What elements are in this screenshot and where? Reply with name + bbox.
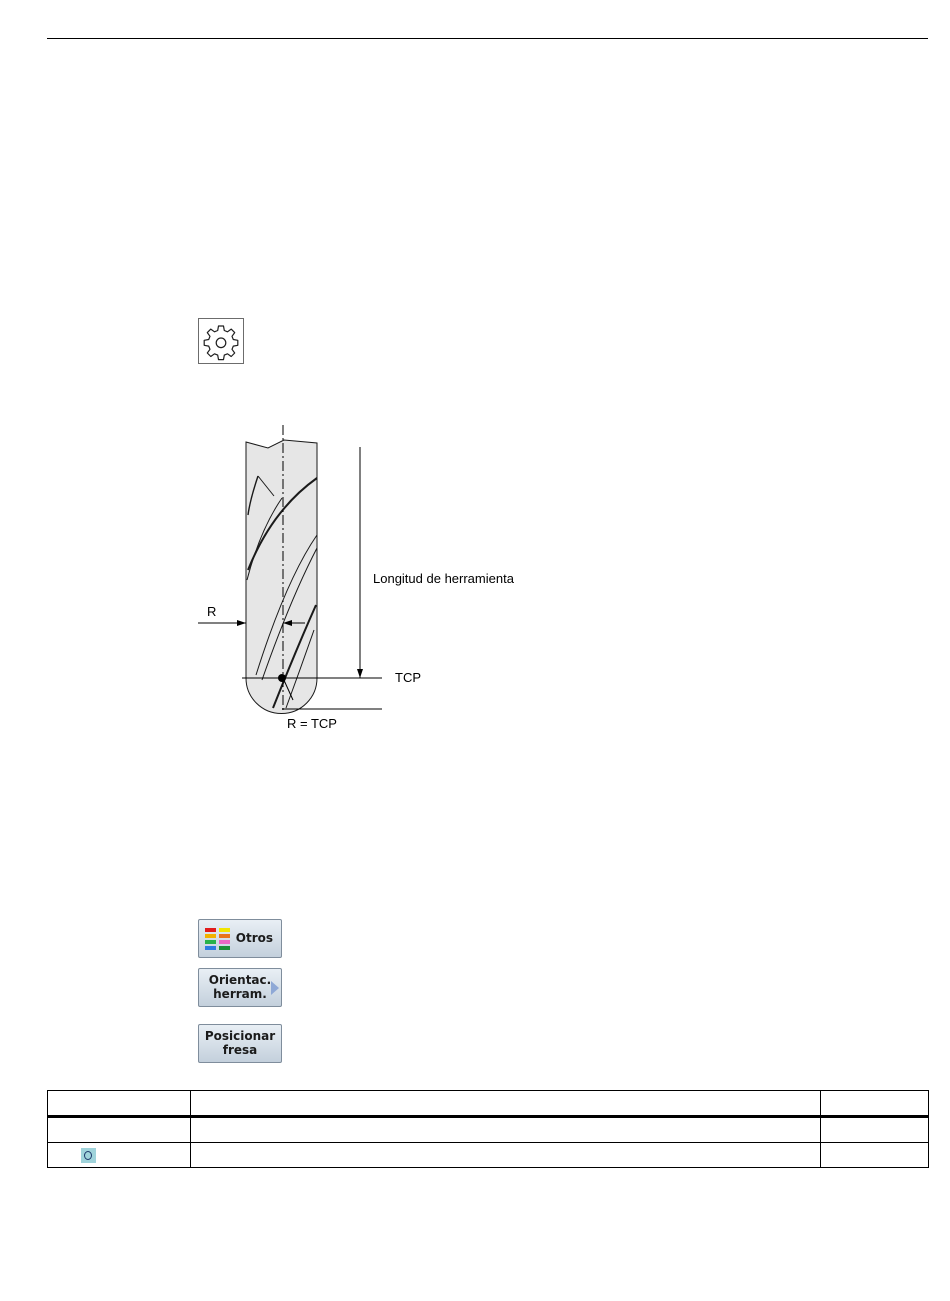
- swatch: [205, 946, 216, 950]
- otros-label: Otros: [235, 930, 273, 945]
- otros-softkey[interactable]: [198, 919, 282, 958]
- table-cell: [48, 1117, 191, 1143]
- tcp-label: TCP: [395, 670, 421, 685]
- table-row: [48, 1143, 929, 1168]
- table-cell: [191, 1091, 821, 1117]
- table-header-row: [48, 1091, 929, 1117]
- swatch: [219, 940, 230, 944]
- tool-length-label: Longitud de herramienta: [373, 571, 514, 586]
- radius-label: R: [207, 604, 217, 619]
- end-mill-diagram: [190, 420, 540, 740]
- table-cell: [48, 1091, 191, 1117]
- radius-tcp-label: R = TCP: [287, 716, 337, 731]
- submenu-arrow-icon: [271, 981, 279, 995]
- cycle-icon[interactable]: [81, 1148, 96, 1163]
- swatch: [219, 946, 230, 950]
- position-milling-cutter-softkey[interactable]: [198, 1024, 282, 1063]
- table-cell: [821, 1143, 929, 1168]
- gear-icon: [198, 318, 244, 364]
- tool-orientation-label: Orientac. herram.: [208, 972, 272, 1001]
- swatch: [205, 940, 216, 944]
- swatch: [205, 934, 216, 938]
- table-cell: [191, 1117, 821, 1143]
- position-milling-cutter-label: Posicionar fresa: [204, 1028, 276, 1057]
- table-cell: [191, 1143, 821, 1168]
- swatch: [205, 928, 216, 932]
- swatch: [219, 928, 230, 932]
- table-cell: [48, 1143, 191, 1168]
- swatch: [219, 934, 230, 938]
- table-row: [48, 1117, 929, 1143]
- header-rule: [47, 38, 928, 39]
- tool-orientation-softkey[interactable]: [198, 968, 282, 1007]
- table-cell: [821, 1117, 929, 1143]
- color-palette-icon: [205, 928, 230, 950]
- table-cell: [821, 1091, 929, 1117]
- parameter-table: [47, 1090, 929, 1168]
